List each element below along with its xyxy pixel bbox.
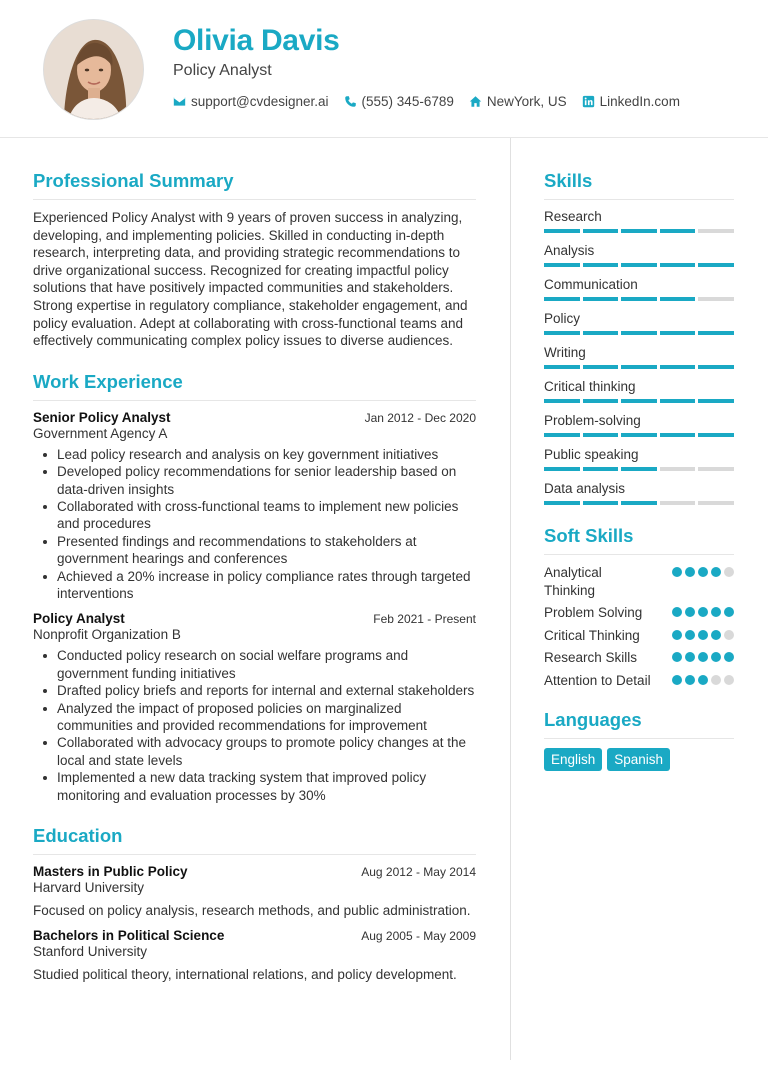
rating-dot <box>711 607 721 617</box>
bullet-item: Lead policy research and analysis on key government initiatives <box>33 446 476 463</box>
rating-dot <box>711 567 721 577</box>
job-bullets <box>33 647 476 804</box>
soft-skill-item <box>544 627 734 645</box>
education-description: Studied political theory, international relations, and policy development. <box>33 967 457 983</box>
rating-dot <box>698 567 708 577</box>
bullet-item: Drafted policy briefs and reports for internal and external stakeholders <box>33 682 476 699</box>
column-divider <box>510 138 511 1060</box>
rating-dot <box>724 630 734 640</box>
skill-level-segment <box>660 297 696 301</box>
skill-level-segment <box>660 263 696 267</box>
job-bullets <box>33 446 476 603</box>
rating-dot <box>724 652 734 662</box>
skill-level-segment <box>660 501 696 505</box>
skill-level-segment <box>583 467 619 471</box>
skill-item <box>544 209 734 233</box>
school-name: Stanford University <box>33 944 148 960</box>
email-text: support@cvdesigner.ai <box>191 94 329 109</box>
skill-level-bar <box>544 399 734 403</box>
main-column <box>33 170 476 982</box>
skill-item <box>544 379 734 403</box>
side-column <box>544 170 734 771</box>
skill-level-segment <box>621 229 657 233</box>
contact-location <box>469 94 567 109</box>
soft-skill-rating <box>672 630 734 640</box>
soft-skills-heading: Soft Skills <box>544 525 734 555</box>
rating-dot <box>685 675 695 685</box>
profile-photo <box>43 19 144 120</box>
skill-level-segment <box>544 433 580 437</box>
rating-dot <box>685 607 695 617</box>
summary-heading: Professional Summary <box>33 170 476 200</box>
rating-dot <box>724 675 734 685</box>
linkedin-text: LinkedIn.com <box>599 94 680 109</box>
bullet-item: Achieved a 20% increase in policy compliance rates through targeted interventions <box>33 568 476 603</box>
skill-level-segment <box>698 229 734 233</box>
rating-dot <box>672 675 682 685</box>
skill-level-segment <box>621 331 657 335</box>
home-icon <box>469 95 482 108</box>
degree-title: Masters in Public Policy <box>33 864 188 880</box>
rating-dot <box>711 675 721 685</box>
soft-skill-rating <box>672 652 734 662</box>
skill-name: Analysis <box>544 243 595 258</box>
rating-dot <box>698 630 708 640</box>
skill-level-segment <box>544 263 580 267</box>
soft-skill-rating <box>672 567 734 577</box>
skill-level-segment <box>583 331 619 335</box>
bullet-item: Collaborated with cross-functional teams to implement new policies and procedures <box>33 498 476 533</box>
summary-text: Experienced Policy Analyst with 9 years of proven success in analyzing, developing, and implementing policies. Skilled in conducting in-depth research, interpreting data, and providing strategic recommendations to drive organizational success. Recognized for creating impactful policy solutions that have positively impacted communities and stakeholders. Strong expertise in regulatory compliance, stakeholder engagement, and policy evaluation. Adept at collaborating with cross-functional teams and effectively communicating complex policy issues to diverse audiences. <box>33 210 468 349</box>
skill-level-segment <box>698 467 734 471</box>
bullet-item: Presented findings and recommendations to stakeholders at government hearings and conferences <box>33 533 476 568</box>
bullet-item: Analyzed the impact of proposed policies on marginalized communities and provided recommendations for improvement <box>33 700 476 735</box>
skill-item <box>544 413 734 437</box>
skill-level-bar <box>544 467 734 471</box>
soft-skill-item <box>544 564 734 599</box>
candidate-name: Olivia Davis <box>173 24 340 57</box>
rating-dot <box>698 675 708 685</box>
soft-skills-list <box>544 564 734 689</box>
skill-level-segment <box>583 229 619 233</box>
rating-dot <box>711 630 721 640</box>
skill-name: Critical thinking <box>544 379 636 394</box>
soft-skill-rating <box>672 607 734 617</box>
skill-level-segment <box>698 399 734 403</box>
bullet-item: Collaborated with advocacy groups to promote policy changes at the local and state levels <box>33 734 476 769</box>
skill-level-segment <box>621 263 657 267</box>
skill-level-segment <box>660 467 696 471</box>
skill-level-segment <box>583 433 619 437</box>
contact-phone[interactable] <box>344 94 454 109</box>
skills-list <box>544 209 734 505</box>
skill-level-segment <box>698 433 734 437</box>
job-title: Policy Analyst <box>33 611 125 627</box>
soft-skill-rating <box>672 675 734 685</box>
language-tag: English <box>544 748 602 771</box>
rating-dot <box>698 607 708 617</box>
skill-level-bar <box>544 501 734 505</box>
skill-name: Writing <box>544 345 586 360</box>
linkedin-icon <box>582 95 595 108</box>
skill-level-segment <box>544 467 580 471</box>
skill-item <box>544 243 734 267</box>
job-organization: Government Agency A <box>33 425 168 441</box>
skill-name: Policy <box>544 311 581 326</box>
skill-level-bar <box>544 365 734 369</box>
rating-dot <box>672 567 682 577</box>
skill-level-segment <box>583 297 619 301</box>
skill-name: Research <box>544 209 602 224</box>
rating-dot <box>685 652 695 662</box>
phone-text: (555) 345-6789 <box>361 94 454 109</box>
skill-level-segment <box>698 501 734 505</box>
skill-level-segment <box>660 433 696 437</box>
skill-level-segment <box>544 365 580 369</box>
bullet-item: Conducted policy research on social welfare programs and government funding initiatives <box>33 647 476 682</box>
rating-dot <box>724 567 734 577</box>
rating-dot <box>698 652 708 662</box>
skill-level-bar <box>544 331 734 335</box>
soft-skill-item <box>544 672 734 690</box>
rating-dot <box>685 630 695 640</box>
soft-skill-item <box>544 604 734 622</box>
resume-header <box>0 0 768 138</box>
contact-row <box>173 94 695 109</box>
education-entry <box>33 928 476 982</box>
skill-level-bar <box>544 263 734 267</box>
skill-level-segment <box>698 297 734 301</box>
skill-level-segment <box>698 365 734 369</box>
soft-skill-name: Research Skills <box>544 650 638 665</box>
skill-level-bar <box>544 297 734 301</box>
contact-email[interactable] <box>173 94 329 109</box>
skill-level-segment <box>621 433 657 437</box>
rating-dot <box>711 652 721 662</box>
skill-level-segment <box>660 331 696 335</box>
skill-name: Problem-solving <box>544 413 641 428</box>
education-dates: Aug 2005 - May 2009 <box>361 929 476 944</box>
skills-heading: Skills <box>544 170 734 200</box>
envelope-icon <box>173 95 186 108</box>
skill-name: Data analysis <box>544 481 626 496</box>
skill-level-segment <box>698 331 734 335</box>
bullet-item: Developed policy recommendations for senior leadership based on data-driven insights <box>33 463 476 498</box>
job-organization: Nonprofit Organization B <box>33 627 181 643</box>
degree-title: Bachelors in Political Science <box>33 928 225 944</box>
skill-level-segment <box>583 263 619 267</box>
skill-name: Public speaking <box>544 447 639 462</box>
skill-level-bar <box>544 433 734 437</box>
job-title: Senior Policy Analyst <box>33 409 171 425</box>
rating-dot <box>685 567 695 577</box>
experience-heading: Work Experience <box>33 371 476 401</box>
skill-level-segment <box>621 501 657 505</box>
soft-skill-name: Critical Thinking <box>544 627 640 643</box>
skill-level-segment <box>544 399 580 403</box>
languages-list <box>544 748 734 771</box>
education-heading: Education <box>33 825 476 855</box>
language-tag: Spanish <box>607 748 670 771</box>
soft-skill-name: Attention to Detail <box>544 672 651 688</box>
skill-level-segment <box>621 297 657 301</box>
skill-item <box>544 277 734 301</box>
job-dates: Feb 2021 - Present <box>373 612 476 627</box>
rating-dot <box>724 607 734 617</box>
languages-heading: Languages <box>544 709 734 739</box>
skill-level-segment <box>544 501 580 505</box>
profile-photo-illustration <box>44 20 144 120</box>
skill-level-segment <box>544 297 580 301</box>
skill-item <box>544 481 734 505</box>
soft-skill-item <box>544 649 734 667</box>
skill-level-segment <box>583 501 619 505</box>
skill-level-segment <box>544 229 580 233</box>
skill-level-segment <box>698 263 734 267</box>
skill-item <box>544 447 734 471</box>
skill-level-segment <box>621 365 657 369</box>
skill-level-segment <box>660 399 696 403</box>
job-entry <box>33 611 476 804</box>
education-description: Focused on policy analysis, research methods, and public administration. <box>33 903 471 919</box>
bullet-item: Implemented a new data tracking system that improved policy monitoring and evaluation processes by 30% <box>33 769 476 804</box>
candidate-title: Policy Analyst <box>173 62 272 79</box>
rating-dot <box>672 607 682 617</box>
soft-skill-name: Problem Solving <box>544 605 643 620</box>
skill-level-segment <box>660 229 696 233</box>
skill-level-segment <box>583 365 619 369</box>
skill-level-segment <box>583 399 619 403</box>
skill-item <box>544 311 734 335</box>
skill-level-segment <box>621 467 657 471</box>
skill-item <box>544 345 734 369</box>
job-dates: Jan 2012 - Dec 2020 <box>364 410 476 425</box>
school-name: Harvard University <box>33 880 145 896</box>
contact-linkedin[interactable] <box>582 94 680 109</box>
skill-level-segment <box>621 399 657 403</box>
education-entry <box>33 864 476 918</box>
skill-level-segment <box>660 365 696 369</box>
phone-icon <box>344 95 357 108</box>
location-text: NewYork, US <box>486 94 567 109</box>
skill-level-segment <box>544 331 580 335</box>
soft-skill-name: Analytical Thinking <box>544 565 602 598</box>
job-entry <box>33 410 476 603</box>
rating-dot <box>672 652 682 662</box>
education-dates: Aug 2012 - May 2014 <box>361 865 476 880</box>
rating-dot <box>672 630 682 640</box>
skill-level-bar <box>544 229 734 233</box>
skill-name: Communication <box>544 277 638 292</box>
